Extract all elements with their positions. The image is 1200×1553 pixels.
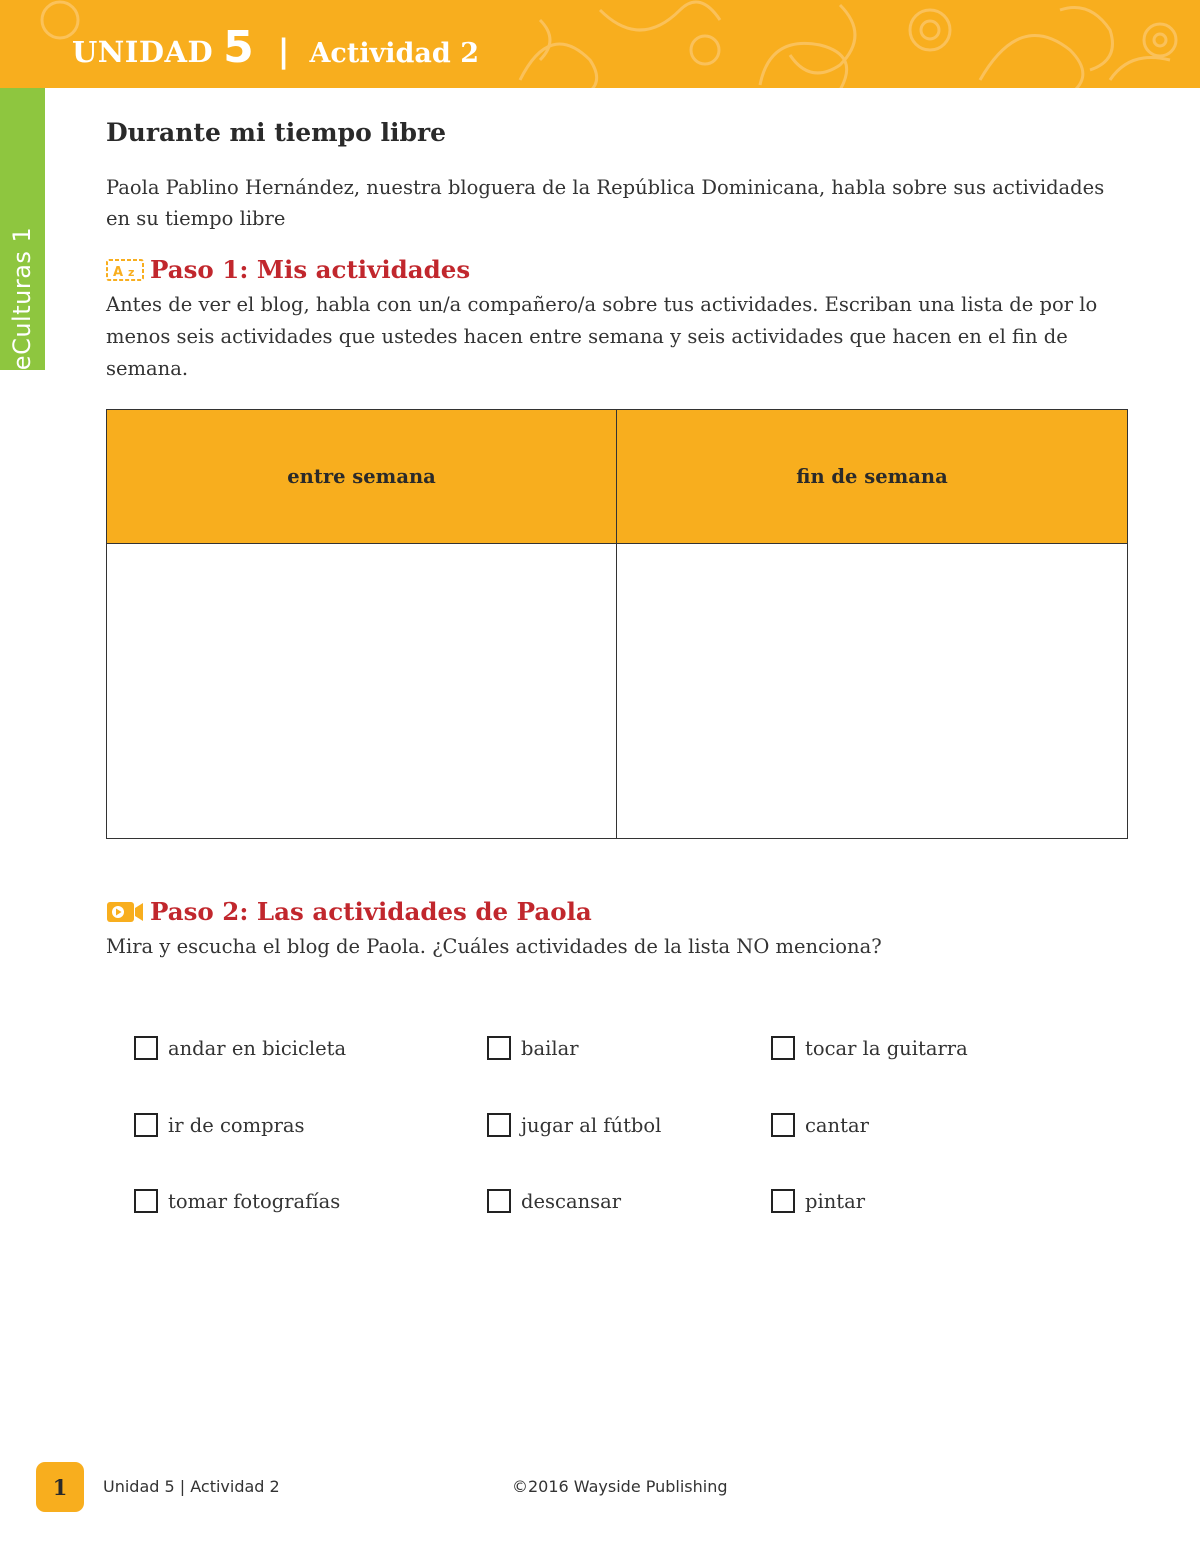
header-band [0, 0, 1200, 88]
video-camera-icon [106, 900, 144, 924]
activity-name: Actividad 2 [309, 38, 479, 69]
paso2-heading [106, 897, 592, 926]
checkbox-box[interactable] [487, 1113, 511, 1137]
checkbox-label: ir de compras [168, 1113, 305, 1137]
checkbox-label: descansar [521, 1189, 622, 1213]
paso2-instructions: Mira y escucha el blog de Paola. ¿Cuáles actividades de la lista NO menciona? [106, 935, 882, 958]
checkbox-label: jugar al fútbol [521, 1113, 662, 1137]
checkbox-andar-en-bicicleta[interactable] [134, 1036, 346, 1060]
checkbox-label: cantar [805, 1113, 869, 1137]
checkbox-tomar-fotografias[interactable] [134, 1189, 340, 1213]
checkbox-box[interactable] [134, 1113, 158, 1137]
svg-text:z: z [128, 265, 135, 279]
checkbox-tocar-la-guitarra[interactable] [771, 1036, 968, 1060]
checkbox-pintar[interactable] [771, 1189, 865, 1213]
paso1-heading-label: Paso 1: Mis actividades [150, 255, 471, 284]
intro-text: Paola Pablino Hernández, nuestra bloguera de la República Dominicana, habla sobre sus actividades en su tiempo libre [106, 176, 1105, 230]
checkbox-label: bailar [521, 1036, 579, 1060]
paso1-instructions: Antes de ver el blog, habla con un/a compañero/a sobre tus actividades. Escriban una lista de por lo menos seis actividades que ustedes hacen entre semana y seis actividades que hacen en el fin de semana. [106, 293, 1098, 380]
side-tab-label: EntreCulturas 1 [8, 226, 36, 422]
unit-number: 5 [223, 22, 254, 73]
checkbox-label: tocar la guitarra [805, 1036, 968, 1060]
checkbox-box[interactable] [771, 1036, 795, 1060]
checkbox-label: tomar fotografías [168, 1189, 341, 1213]
page-number-badge: 1 [36, 1462, 84, 1512]
header-title [72, 22, 479, 72]
svg-text:A: A [113, 264, 124, 280]
checkbox-jugar-al-futbol[interactable] [487, 1113, 661, 1137]
table-header-entre-semana: entre semana [107, 410, 617, 544]
page-title: Durante mi tiempo libre [106, 118, 447, 147]
checkbox-box[interactable] [771, 1189, 795, 1213]
checkbox-bailar[interactable] [487, 1036, 579, 1060]
checkbox-label: pintar [805, 1189, 866, 1213]
footer-copyright: ©2016 Wayside Publishing [512, 1477, 728, 1496]
checkbox-box[interactable] [134, 1189, 158, 1213]
table-cell-fin-de-semana[interactable] [617, 544, 1127, 838]
checkbox-box[interactable] [487, 1036, 511, 1060]
table-cell-entre-semana[interactable] [107, 544, 617, 838]
activities-table [106, 409, 1128, 839]
a-z-icon [106, 258, 144, 282]
checkbox-box[interactable] [487, 1189, 511, 1213]
unit-word: UNIDAD [72, 35, 214, 69]
checkbox-box[interactable] [771, 1113, 795, 1137]
table-header-fin-de-semana: fin de semana [617, 410, 1127, 544]
paso1-heading [106, 255, 470, 284]
footer-unit-activity: Unidad 5 | Actividad 2 [103, 1477, 280, 1496]
paso2-heading-label: Paso 2: Las actividades de Paola [150, 897, 592, 926]
checkbox-box[interactable] [134, 1036, 158, 1060]
checkbox-descansar[interactable] [487, 1189, 621, 1213]
title-separator: | [277, 32, 290, 70]
side-tab [0, 88, 45, 422]
checkbox-ir-de-compras[interactable] [134, 1113, 305, 1137]
checkbox-label: andar en bicicleta [168, 1036, 347, 1060]
checkbox-cantar[interactable] [771, 1113, 869, 1137]
